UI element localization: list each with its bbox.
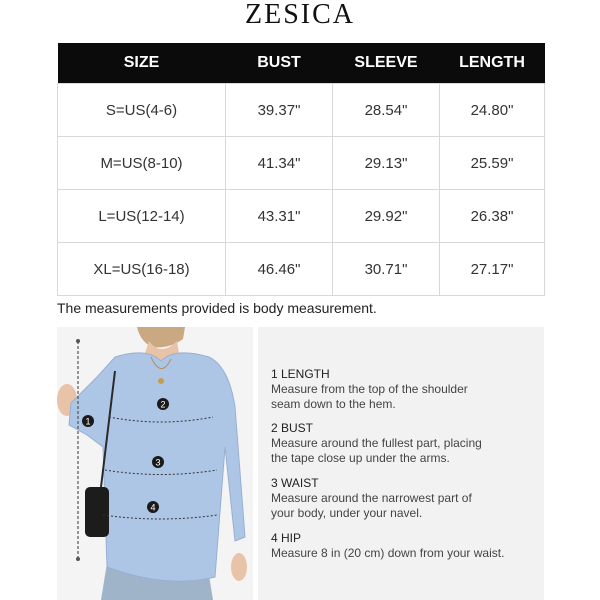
measurement-guide — [258, 327, 544, 600]
size-cell: L=US(12-14) — [58, 190, 226, 243]
guide-length-desc: Measure from the top of the shoulder — [271, 382, 468, 396]
guide-bust-title: 2 BUST — [271, 421, 314, 435]
table-row — [58, 84, 545, 137]
svg-text:4: 4 — [150, 502, 156, 513]
length-cell: 27.17" — [440, 243, 545, 296]
size-cell: XL=US(16-18) — [58, 243, 226, 296]
bust-cell: 43.31" — [226, 190, 333, 243]
table-header-row — [58, 43, 545, 84]
svg-text:1: 1 — [85, 416, 91, 427]
length-guide-bottom — [76, 557, 80, 561]
guide-bust-desc: the tape close up under the arms. — [271, 451, 450, 465]
svg-text:3: 3 — [155, 457, 161, 468]
size-cell: M=US(8-10) — [58, 137, 226, 190]
bust-cell: 39.37" — [226, 84, 333, 137]
measurement-note: The measurements provided is body measurement. — [57, 300, 377, 316]
marker-2 — [157, 398, 169, 410]
size-chart-table — [57, 43, 545, 296]
handbag — [85, 487, 109, 537]
sleeve-cell: 30.71" — [333, 243, 440, 296]
length-cell: 25.59" — [440, 137, 545, 190]
svg-text:2: 2 — [160, 399, 166, 410]
brand-logo: ZESICA — [245, 0, 355, 30]
length-cell: 24.80" — [440, 84, 545, 137]
table-row — [58, 190, 545, 243]
model-illustration — [57, 327, 253, 600]
guide-hip-title: 4 HIP — [271, 531, 302, 545]
guide-waist-title: 3 WAIST — [271, 476, 319, 490]
guide-length-desc: seam down to the hem. — [271, 397, 396, 411]
necklace-pendant — [158, 378, 164, 384]
header-length: LENGTH — [440, 43, 545, 84]
hand-right — [231, 553, 247, 581]
table-row — [58, 243, 545, 296]
header-sleeve: SLEEVE — [333, 43, 440, 84]
length-guide-top — [76, 339, 80, 343]
head-shape — [137, 327, 185, 347]
sleeve-cell: 28.54" — [333, 84, 440, 137]
model-figure — [57, 327, 253, 600]
length-cell: 26.38" — [440, 190, 545, 243]
guide-hip-desc: Measure 8 in (20 cm) down from your waist. — [271, 546, 505, 560]
guide-bust — [271, 421, 541, 466]
marker-1 — [82, 415, 94, 427]
bust-cell: 41.34" — [226, 137, 333, 190]
guide-length-title: 1 LENGTH — [271, 367, 330, 381]
guide-bust-desc: Measure around the fullest part, placing — [271, 436, 482, 450]
guide-waist-desc: Measure around the narrowest part of — [271, 491, 472, 505]
marker-4 — [147, 501, 159, 513]
guide-length — [271, 367, 541, 412]
sleeve-cell: 29.92" — [333, 190, 440, 243]
guide-hip — [271, 531, 541, 561]
guide-waist-desc: your body, under your navel. — [271, 506, 423, 520]
guide-waist — [271, 476, 541, 521]
header-bust: BUST — [226, 43, 333, 84]
header-size: SIZE — [58, 43, 226, 84]
size-cell: S=US(4-6) — [58, 84, 226, 137]
marker-3 — [152, 456, 164, 468]
table-row — [58, 137, 545, 190]
bust-cell: 46.46" — [226, 243, 333, 296]
sleeve-cell: 29.13" — [333, 137, 440, 190]
